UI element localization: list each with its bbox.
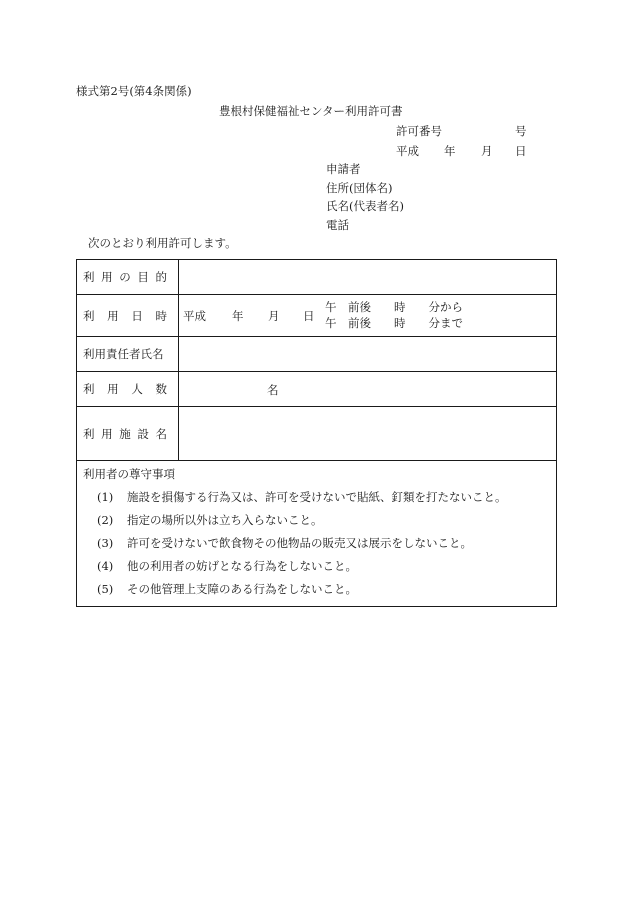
- rule-text: 他の利用者の妨げとなる行為をしないこと。: [127, 559, 357, 573]
- datetime-value-cell[interactable]: [179, 295, 557, 337]
- rule-text: その他管理上支障のある行為をしないこと。: [127, 582, 357, 596]
- purpose-label: 利用の目的: [83, 270, 167, 284]
- rule-item: [83, 582, 548, 596]
- rule-item: [83, 536, 548, 550]
- facility-label: 利用施設名: [83, 426, 167, 441]
- rule-item: [83, 490, 548, 504]
- count-label-cell: [77, 372, 179, 407]
- dt-end-time: 午 前後 時 分まで: [325, 315, 463, 330]
- rule-item: [83, 559, 548, 573]
- document-title: 豊根村保健福祉センター利用許可書: [219, 104, 403, 118]
- rules-cell: [77, 461, 557, 607]
- date-day: 日: [515, 144, 527, 158]
- datetime-row: [77, 295, 557, 337]
- applicant-name: 氏名(代表者名): [326, 199, 404, 213]
- date-year: 年: [444, 144, 456, 158]
- purpose-row: [77, 260, 557, 295]
- dt-month: 月: [268, 308, 280, 323]
- responsible-label-cell: [77, 337, 179, 372]
- form-number: 様式第2号(第4条関係): [76, 84, 192, 98]
- permit-table: [76, 259, 557, 607]
- datetime-label: 利用日時: [83, 308, 167, 323]
- permit-number-label: 許可番号: [396, 124, 442, 138]
- dt-start-time: 午 前後 時 分から: [325, 299, 463, 314]
- responsible-label: 利用責任者氏名: [83, 347, 164, 361]
- rule-item: [83, 513, 548, 527]
- rules-title: 利用者の尊守事項: [83, 467, 175, 481]
- rule-text: 許可を受けないで飲食物その他物品の販売又は展示をしないこと。: [127, 536, 472, 550]
- rules-row: [77, 461, 557, 607]
- rule-text: 施設を損傷する行為又は、許可を受けないで貼紙、釘類を打たないこと。: [127, 490, 507, 504]
- date-era: 平成: [396, 144, 419, 158]
- datetime-label-cell: [77, 295, 179, 337]
- rule-text: 指定の場所以外は立ち入らないこと。: [127, 513, 323, 527]
- purpose-value-cell[interactable]: [179, 260, 557, 295]
- facility-value-cell[interactable]: [179, 407, 557, 461]
- count-value-cell[interactable]: [179, 372, 557, 407]
- count-row: [77, 372, 557, 407]
- rule-number: (1): [97, 490, 114, 504]
- rules-list: [83, 490, 548, 596]
- facility-row: [77, 407, 557, 461]
- applicant-address: 住所(団体名): [326, 181, 393, 195]
- applicant-phone: 電話: [326, 218, 349, 232]
- date-month: 月: [481, 144, 493, 158]
- responsible-row: [77, 337, 557, 372]
- count-label: 利用人数: [83, 382, 167, 396]
- responsible-value-cell[interactable]: [179, 337, 557, 372]
- intro-text: 次のとおり利用許可します。: [88, 236, 237, 250]
- rule-number: (4): [97, 559, 114, 573]
- permit-number-suffix: 号: [515, 124, 527, 138]
- facility-label-cell: [77, 407, 179, 461]
- purpose-label-cell: [77, 260, 179, 295]
- dt-era: 平成: [183, 308, 206, 323]
- applicant-label: 申請者: [326, 162, 361, 176]
- rule-number: (2): [97, 513, 114, 527]
- dt-year: 年: [232, 308, 244, 323]
- rule-number: (3): [97, 536, 114, 550]
- count-unit: 名: [267, 382, 279, 397]
- dt-day: 日: [303, 308, 315, 323]
- rule-number: (5): [97, 582, 114, 596]
